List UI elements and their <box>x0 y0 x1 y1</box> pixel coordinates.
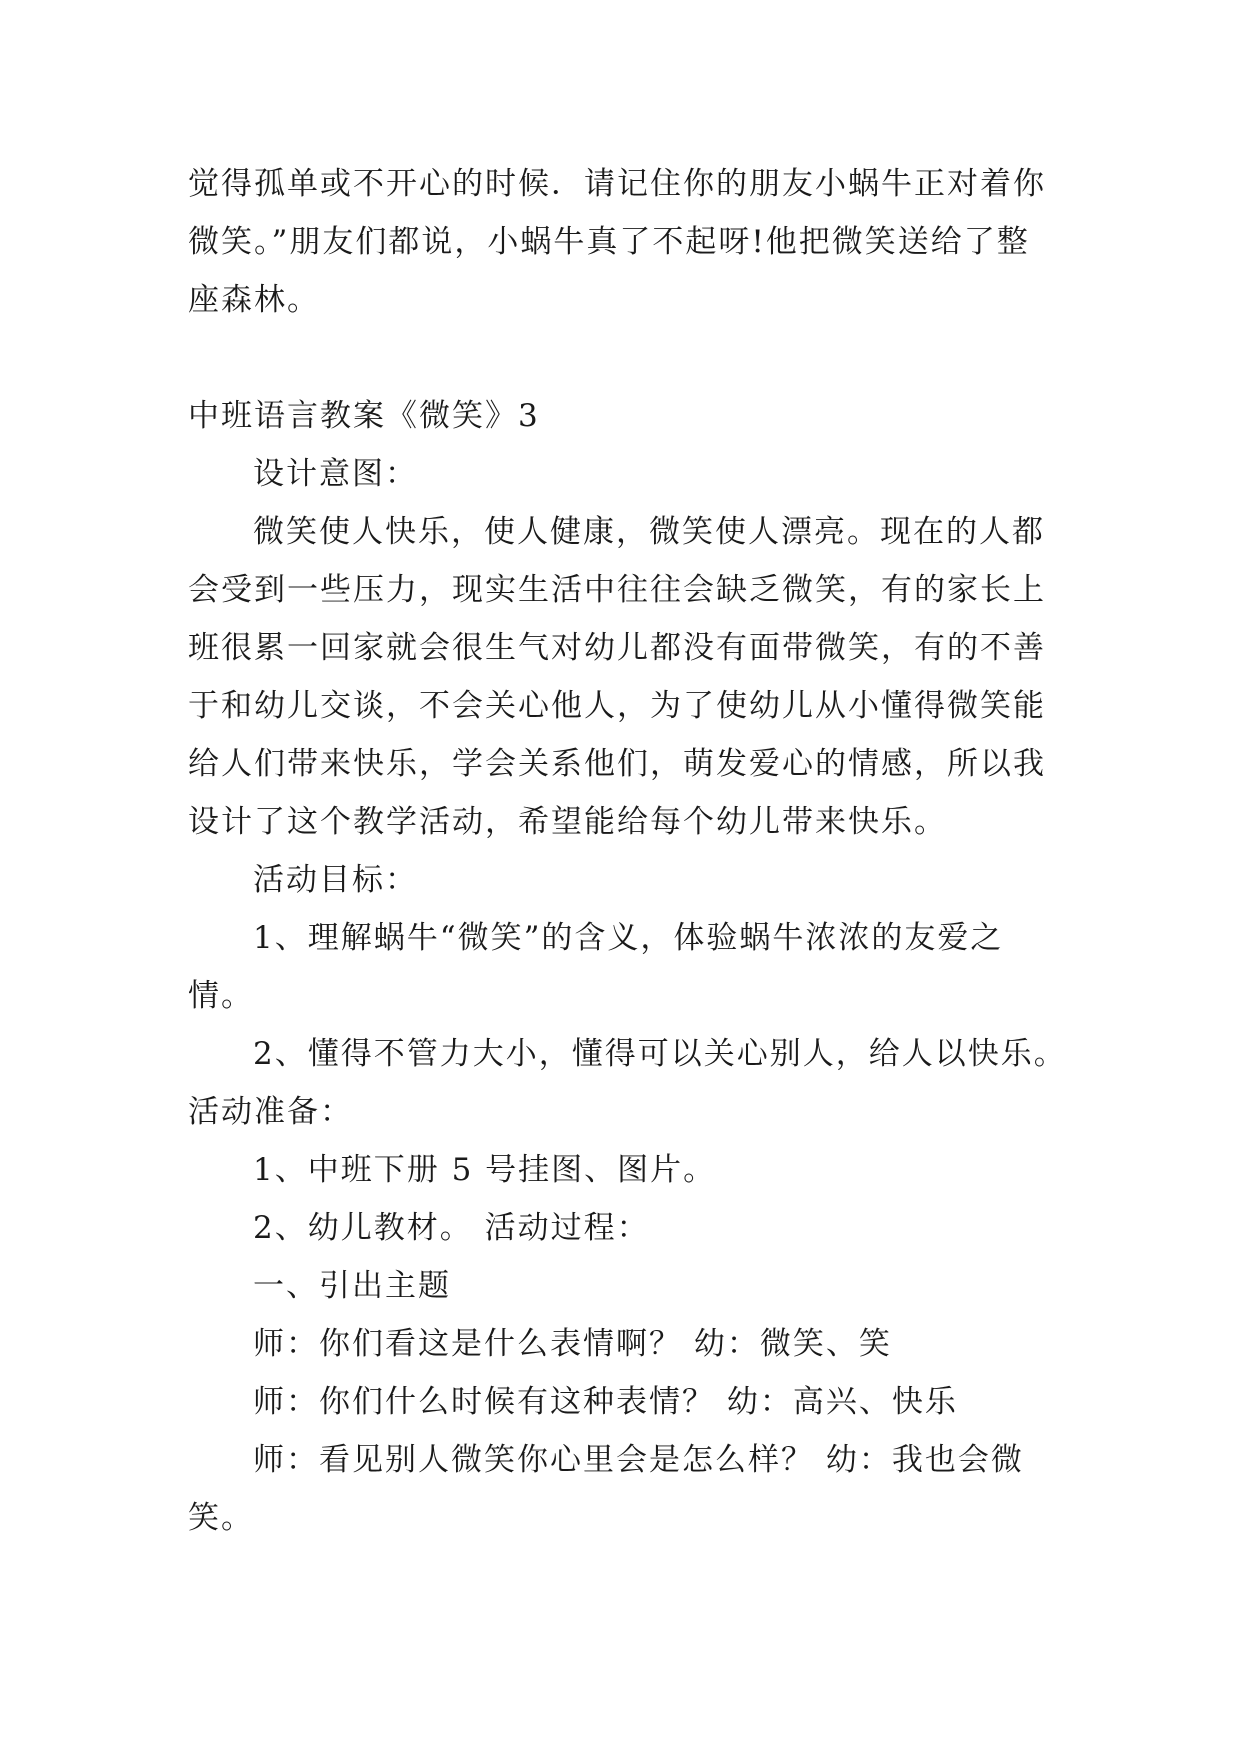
body-text-line: 座森林。 <box>188 282 320 318</box>
subheading: 活动准备： <box>188 1094 353 1130</box>
dialogue-line: 师：看见别人微笑你心里会是怎么样？ 幼：我也会微 <box>253 1442 1024 1478</box>
paragraph-line: 班很累一回家就会很生气对幼儿都没有面带微笑，有的不善 <box>188 630 1046 666</box>
paragraph-line: 设计了这个教学活动，希望能给每个幼儿带来快乐。 <box>188 804 947 840</box>
subheading: 设计意图： <box>253 456 418 492</box>
dialogue-line-continuation: 笑。 <box>188 1500 254 1536</box>
list-item: 2、懂得不管力大小，懂得可以关心别人，给人以快乐。 <box>253 1036 1067 1072</box>
body-text-line: 觉得孤单或不开心的时候．请记住你的朋友小蜗牛正对着你 <box>188 166 1046 202</box>
body-text-line: 微笑。”朋友们都说，小蜗牛真了不起呀!他把微笑送给了整 <box>188 224 1030 260</box>
section-title: 中班语言教案《微笑》3 <box>188 398 540 434</box>
paragraph-line: 于和幼儿交谈，不会关心他人，为了使幼儿从小懂得微笑能 <box>188 688 1046 724</box>
subheading: 活动目标： <box>253 862 418 898</box>
paragraph-line: 会受到一些压力，现实生活中往往会缺乏微笑，有的家长上 <box>188 572 1046 608</box>
dialogue-line: 师：你们看这是什么表情啊？ 幼：微笑、笑 <box>253 1326 892 1362</box>
paragraph-line: 微笑使人快乐，使人健康，微笑使人漂亮。现在的人都 <box>253 514 1045 550</box>
dialogue-line: 师：你们什么时候有这种表情？ 幼：高兴、快乐 <box>253 1384 958 1420</box>
list-item: 1、中班下册 5 号挂图、图片。 <box>253 1152 717 1188</box>
paragraph-line: 给人们带来快乐，学会关系他们，萌发爱心的情感，所以我 <box>188 746 1046 782</box>
list-item: 1、理解蜗牛“微笑”的含义，体验蜗牛浓浓的友爱之 <box>253 920 1004 956</box>
list-item: 2、幼儿教材。 活动过程： <box>253 1210 650 1246</box>
list-item-continuation: 情。 <box>188 978 254 1014</box>
step-heading: 一、引出主题 <box>253 1268 451 1304</box>
